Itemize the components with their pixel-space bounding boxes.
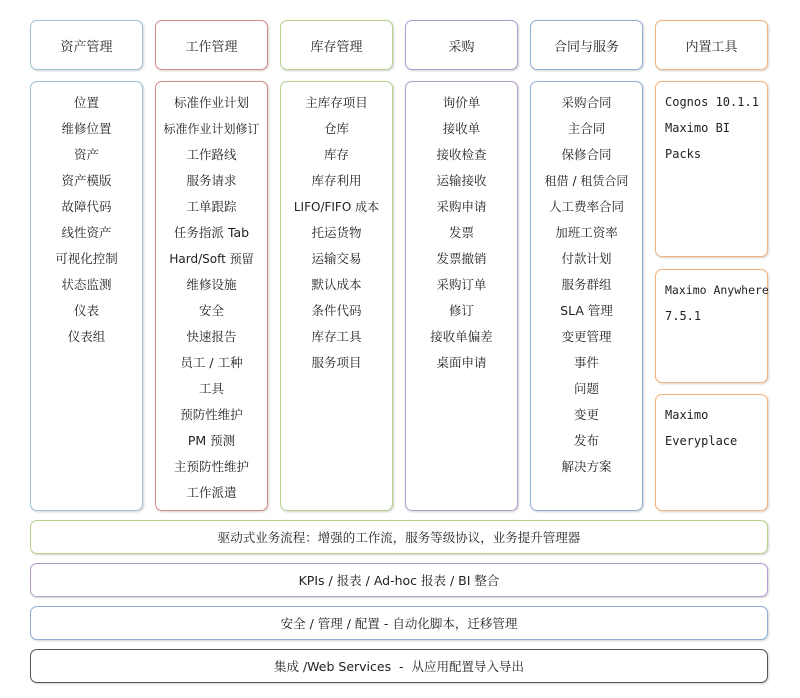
list-item: 标准作业计划修订: [163, 122, 260, 136]
list-item: 保修合同: [561, 147, 612, 162]
list-item: 故障代码: [61, 199, 112, 214]
list-item: 发票撤销: [436, 251, 487, 266]
bar-label: 驱动式业务流程：增强的工作流，服务等级协议，业务提升管理器: [217, 530, 581, 545]
list-item: 员工 / 工种: [180, 355, 243, 370]
list-item: 运输接收: [436, 173, 487, 188]
list-item: 变更管理: [561, 329, 612, 344]
list-item: 维修位置: [61, 121, 112, 136]
header-contracts-services: [530, 20, 643, 70]
list-item: 解决方案: [561, 459, 612, 474]
list-item: Hard/Soft 预留: [169, 252, 254, 266]
bar-label: 安全 / 管理 / 配置 - 自动化脚本，迁移管理: [280, 616, 518, 631]
list-purchasing: [405, 81, 518, 511]
list-item: 资产: [73, 147, 99, 162]
list-item: 库存利用: [311, 173, 362, 188]
list-item: 事件: [573, 355, 599, 370]
list-item: 托运货物: [311, 225, 362, 240]
list-item: 资产模版: [61, 173, 112, 188]
tool-box-maximo-everyplace: [655, 394, 768, 511]
list-item: 安全: [198, 303, 224, 318]
list-item: 预防性维护: [180, 407, 243, 422]
list-item: 主预防性维护: [173, 459, 249, 474]
tool-box-maximo-anywhere: [655, 269, 768, 383]
list-item: 仓库: [323, 121, 349, 136]
list-item: PM 预测: [187, 433, 236, 448]
list-item: 状态监测: [61, 277, 112, 292]
list-item: 标准作业计划: [173, 95, 249, 110]
list-item: 服务项目: [311, 355, 362, 370]
list-item: SLA 管理: [560, 303, 613, 318]
tool-line: Maximo: [665, 408, 709, 422]
header-asset-management: [30, 20, 143, 70]
list-item: 位置: [73, 95, 99, 110]
list-item: 工作派遣: [186, 485, 237, 500]
list-item: 问题: [573, 381, 599, 396]
list-item: 接收检查: [436, 147, 487, 162]
bar-label: KPIs / 报表 / Ad-hoc 报表 / BI 整合: [298, 573, 500, 588]
list-item: 服务请求: [186, 173, 237, 188]
list-inventory-management: [280, 81, 393, 511]
list-item: 桌面申请: [436, 355, 487, 370]
list-item: 采购申请: [436, 199, 487, 214]
list-item: 采购订单: [436, 277, 487, 292]
header-builtin-tools: [655, 20, 768, 70]
header-label: 库存管理: [310, 39, 363, 55]
tool-line: 7.5.1: [665, 309, 702, 323]
list-item: 接收单偏差: [430, 329, 493, 344]
list-item: 可视化控制: [55, 251, 118, 266]
list-item: 人工费率合同: [548, 199, 624, 214]
list-item: 库存工具: [311, 329, 362, 344]
list-item: 工作路线: [186, 147, 237, 162]
header-work-management: [155, 20, 268, 70]
list-item: 库存: [323, 147, 349, 162]
list-work-management: [155, 81, 268, 511]
list-item: 主合同: [567, 121, 606, 136]
tool-line: Maximo Anywhere: [665, 283, 769, 297]
list-item: 条件代码: [311, 303, 362, 318]
tool-line: Everyplace: [665, 434, 738, 448]
list-item: 工单跟踪: [186, 199, 237, 214]
list-item: 租借 / 租赁合同: [544, 174, 629, 188]
header-label: 合同与服务: [553, 39, 619, 55]
list-item: 仪表组: [67, 329, 106, 344]
list-item: 询价单: [442, 95, 481, 110]
bar-integration: [30, 649, 768, 683]
header-label: 工作管理: [185, 39, 238, 55]
header-inventory-management: [280, 20, 393, 70]
list-item: 运输交易: [311, 251, 362, 266]
list-item: 采购合同: [561, 95, 612, 110]
list-item: 加班工资率: [555, 225, 618, 240]
header-label: 内置工具: [685, 39, 738, 55]
bar-security-admin: [30, 606, 768, 640]
list-item: 服务群组: [561, 277, 612, 292]
list-item: 工具: [198, 381, 224, 396]
bar-kpi-reporting: [30, 563, 768, 597]
list-item: 快速报告: [186, 329, 237, 344]
list-item: 付款计划: [561, 251, 612, 266]
bar-business-process: [30, 520, 768, 554]
tool-line: Cognos 10.1.1: [665, 95, 759, 109]
tool-line: Packs: [665, 147, 702, 161]
list-item: 发布: [573, 433, 599, 448]
list-item: 仪表: [73, 303, 99, 318]
list-item: 变更: [573, 407, 599, 422]
bar-label: 集成 /Web Services - 从应用配置导入导出: [273, 659, 525, 674]
list-item: 接收单: [442, 121, 481, 136]
list-item: 默认成本: [311, 277, 362, 292]
list-item: 维修设施: [186, 277, 237, 292]
list-item: 修订: [448, 303, 474, 318]
list-contracts-services: [530, 81, 643, 511]
tool-line: Maximo BI: [665, 121, 731, 135]
list-item: 主库存项目: [305, 95, 368, 110]
header-purchasing: [405, 20, 518, 70]
list-item: 发票: [448, 225, 474, 240]
tool-box-cognos: [655, 81, 768, 257]
list-item: 线性资产: [61, 225, 112, 240]
header-label: 采购: [448, 39, 475, 55]
list-item: 任务指派 Tab: [173, 225, 250, 240]
list-item: LIFO/FIFO 成本: [293, 200, 380, 214]
list-asset-management: [30, 81, 143, 511]
header-label: 资产管理: [60, 39, 113, 55]
